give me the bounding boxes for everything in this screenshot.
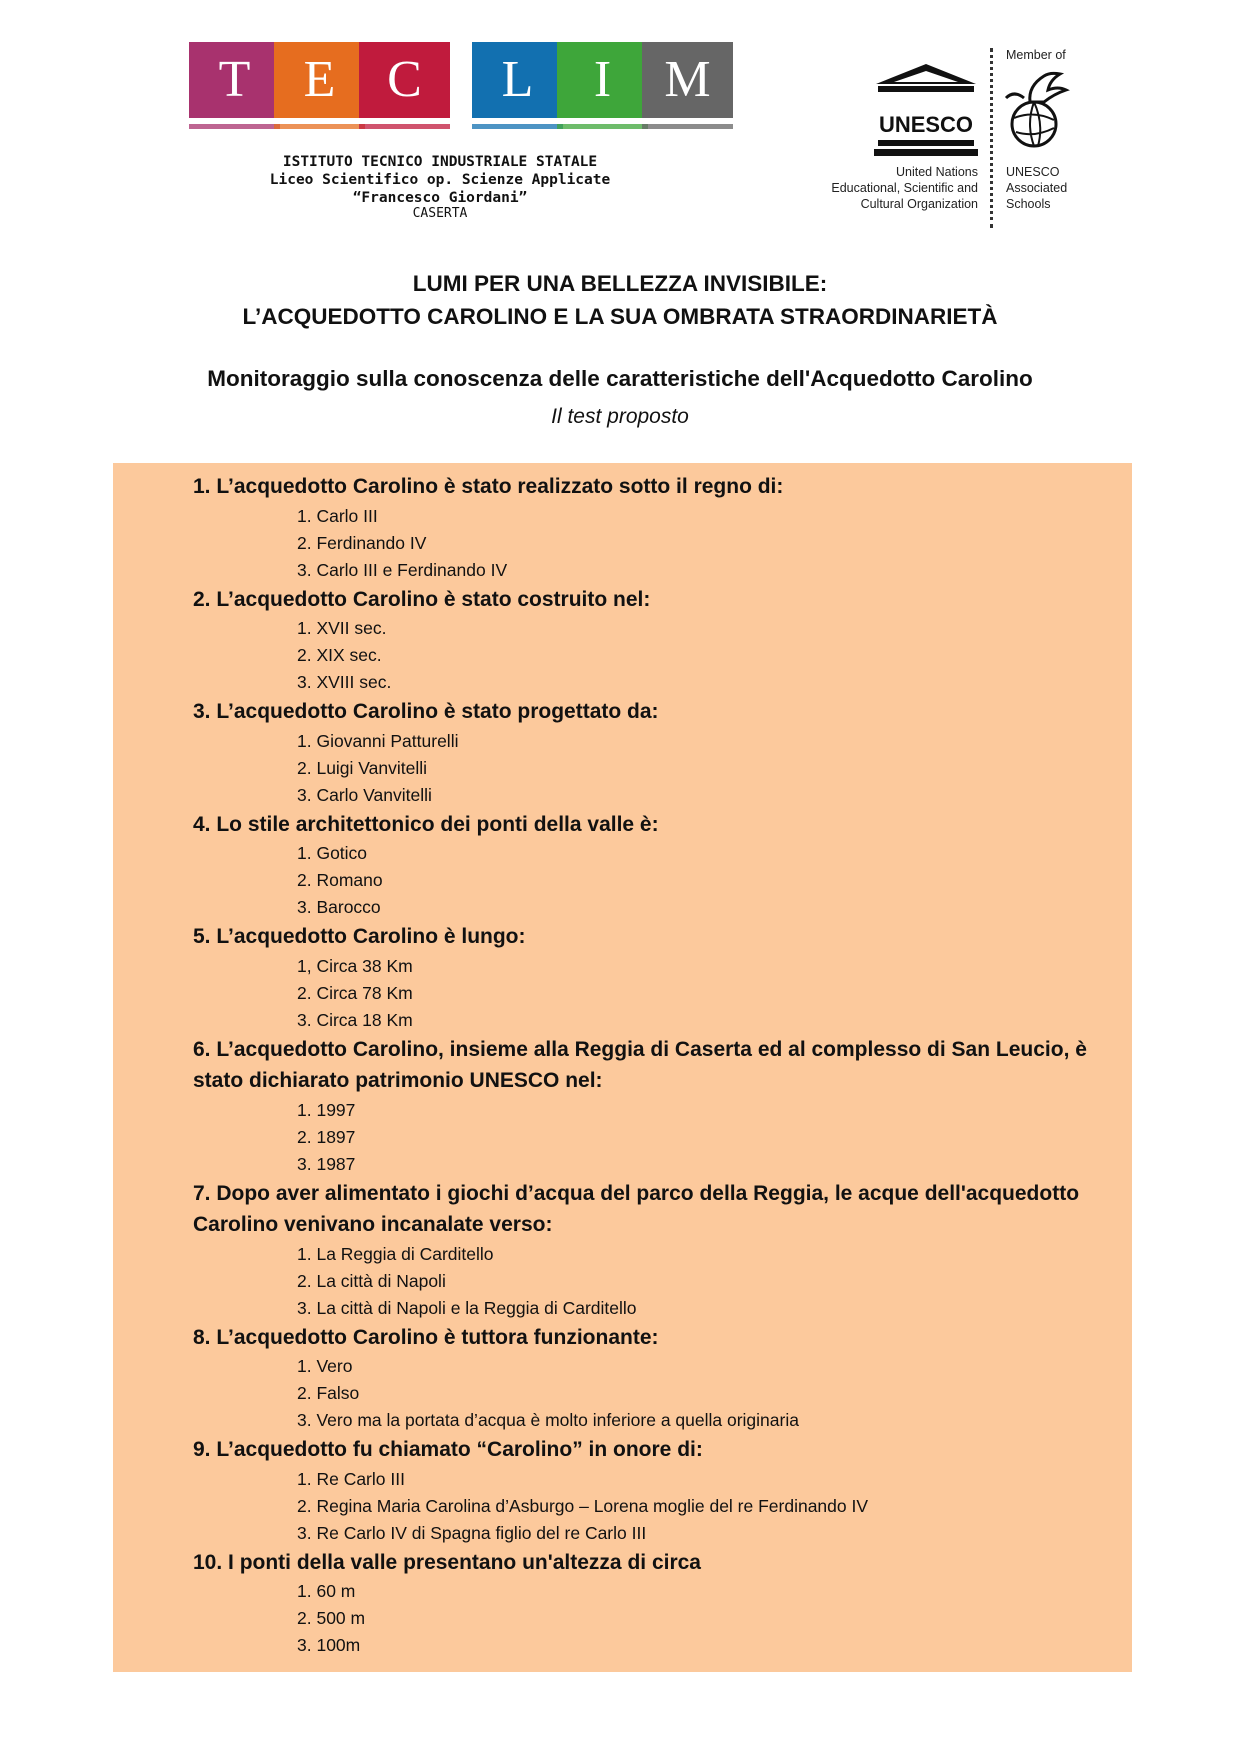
answer-option: 3. XVIII sec.: [297, 672, 392, 692]
answer-list: [297, 1097, 1093, 1178]
question-item: [193, 1434, 1093, 1547]
question-text: 1. L’acquedotto Carolino è stato realizzato sotto il regno di:: [193, 475, 784, 498]
unesco-divider: [990, 48, 993, 228]
unesco-organization: [808, 164, 978, 212]
answer-list: [297, 1466, 1093, 1547]
answer-option: 1. Vero: [297, 1356, 353, 1376]
aspnet-globe-icon: [1000, 68, 1072, 156]
answer-option: 2. Falso: [297, 1383, 360, 1403]
unesco-schools-line: UNESCO: [1006, 165, 1060, 179]
school-line: ISTITUTO TECNICO INDUSTRIALE STATALE: [282, 154, 598, 170]
answer-option: 3. 1987: [297, 1153, 356, 1174]
question-item: [193, 1034, 1093, 1178]
logo-tile: E: [274, 42, 365, 118]
unesco-schools-line: Associated: [1006, 181, 1068, 195]
school-name: [190, 153, 690, 221]
title-line: L’ACQUEDOTTO CAROLINO E LA SUA OMBRATA STRAORDINARIETÀ: [242, 304, 998, 329]
unesco-member-label: Member of: [1006, 48, 1066, 62]
page-subtitle: Monitoraggio sulla conoscenza delle caratteristiche dell'Acquedotto Carolino: [207, 366, 1033, 391]
question-item: [193, 1178, 1093, 1322]
quiz-box: [113, 463, 1132, 1672]
answer-list: [297, 953, 1093, 1034]
answer-list: [297, 728, 1093, 809]
answer-list: [297, 1241, 1093, 1322]
unesco-schools: [1006, 164, 1126, 212]
answer-option: 1, Circa 38 Km: [297, 955, 413, 976]
logo-tile: T: [189, 42, 280, 118]
question-item: [193, 809, 1093, 922]
logo-tile: I: [557, 42, 648, 118]
answer-list: [297, 1353, 1093, 1434]
school-line: “Francesco Giordani”: [352, 190, 528, 206]
answer-option: 3. Re Carlo IV di Spagna figlio del re Carlo III: [297, 1522, 647, 1543]
question-text: 10. I ponti della valle presentano un'altezza di circa: [193, 1550, 701, 1574]
answer-option: 3. Carlo Vanvitelli: [297, 784, 432, 805]
unesco-org-line: Educational, Scientific and: [831, 181, 978, 195]
question-text: 3. L’acquedotto Carolino è stato progettato da:: [193, 700, 659, 723]
answer-list: [297, 503, 1093, 584]
answer-option: 2. 1897: [297, 1126, 356, 1147]
question-text: 9. L’acquedotto fu chiamato “Carolino” in onore di:: [193, 1438, 703, 1461]
unesco-temple-icon: [872, 62, 980, 160]
page-title: [0, 267, 1240, 333]
answer-option: 1. XVII sec.: [297, 618, 387, 638]
answer-option: 2. XIX sec.: [297, 645, 382, 665]
answer-option: 1. Carlo III: [297, 505, 378, 526]
question-item: [193, 921, 1093, 1034]
answer-option: 2. La città di Napoli: [297, 1270, 446, 1291]
answer-option: 1. Giovanni Patturelli: [297, 730, 459, 751]
answer-list: [297, 1578, 1093, 1659]
question-text: 6. L’acquedotto Carolino, insieme alla Reggia di Caserta ed al complesso di San Leucio, è stato dichiarato patrimonio UNESCO nel:: [193, 1037, 1087, 1092]
question-text: 4. Lo stile architettonico dei ponti della valle è:: [193, 812, 659, 836]
question-item: [193, 584, 1093, 697]
answer-option: 3. Carlo III e Ferdinando IV: [297, 559, 508, 580]
unesco-schools-line: Schools: [1006, 197, 1051, 211]
question-item: [193, 696, 1093, 809]
school-line: Liceo Scientifico op. Scienze Applicate: [269, 172, 611, 188]
logo-tile: C: [359, 42, 450, 118]
question-text: 2. L’acquedotto Carolino è stato costruito nel:: [193, 587, 651, 611]
test-label: Il test proposto: [551, 405, 689, 428]
answer-option: 2. Luigi Vanvitelli: [297, 757, 428, 778]
question-text: 8. L’acquedotto Carolino è tuttora funzionante:: [193, 1325, 659, 1349]
answer-option: 2. Romano: [297, 870, 383, 890]
answer-list: [297, 615, 1093, 696]
answer-option: 1. Re Carlo III: [297, 1468, 405, 1489]
answer-option: 3. Vero ma la portata d’acqua è molto inferiore a quella originaria: [297, 1410, 799, 1430]
answer-option: 1. Gotico: [297, 843, 368, 863]
answer-list: [297, 840, 1093, 921]
answer-option: 1. 60 m: [297, 1581, 356, 1601]
question-item: [193, 1322, 1093, 1435]
title-line: LUMI PER UNA BELLEZZA INVISIBILE:: [412, 271, 828, 296]
question-item: [193, 471, 1093, 584]
question-item: [193, 1547, 1093, 1660]
answer-option: 2. Ferdinando IV: [297, 532, 427, 553]
logo-tile: M: [642, 42, 733, 118]
answer-option: 2. Regina Maria Carolina d’Asburgo – Lorena moglie del re Ferdinando IV: [297, 1495, 869, 1516]
school-city: CASERTA: [412, 206, 468, 221]
logo-tile: L: [472, 42, 563, 118]
answer-option: 1. La Reggia di Carditello: [297, 1243, 494, 1264]
question-list: [193, 471, 1093, 1659]
answer-option: 3. 100m: [297, 1635, 361, 1655]
answer-option: 3. Circa 18 Km: [297, 1009, 413, 1030]
unesco-org-line: United Nations: [896, 165, 978, 179]
answer-option: 1. 1997: [297, 1099, 356, 1120]
answer-option: 2. Circa 78 Km: [297, 982, 413, 1003]
unesco-temple-label: UNESCO: [879, 112, 973, 137]
question-text: 5. L’acquedotto Carolino è lungo:: [193, 925, 526, 948]
answer-option: 3. Barocco: [297, 897, 381, 917]
answer-option: 2. 500 m: [297, 1608, 366, 1628]
question-text: 7. Dopo aver alimentato i giochi d’acqua del parco della Reggia, le acque dell'acquedotto Carolino venivano incanalate verso:: [193, 1181, 1080, 1236]
unesco-org-line: Cultural Organization: [860, 197, 978, 211]
answer-option: 3. La città di Napoli e la Reggia di Carditello: [297, 1297, 637, 1318]
